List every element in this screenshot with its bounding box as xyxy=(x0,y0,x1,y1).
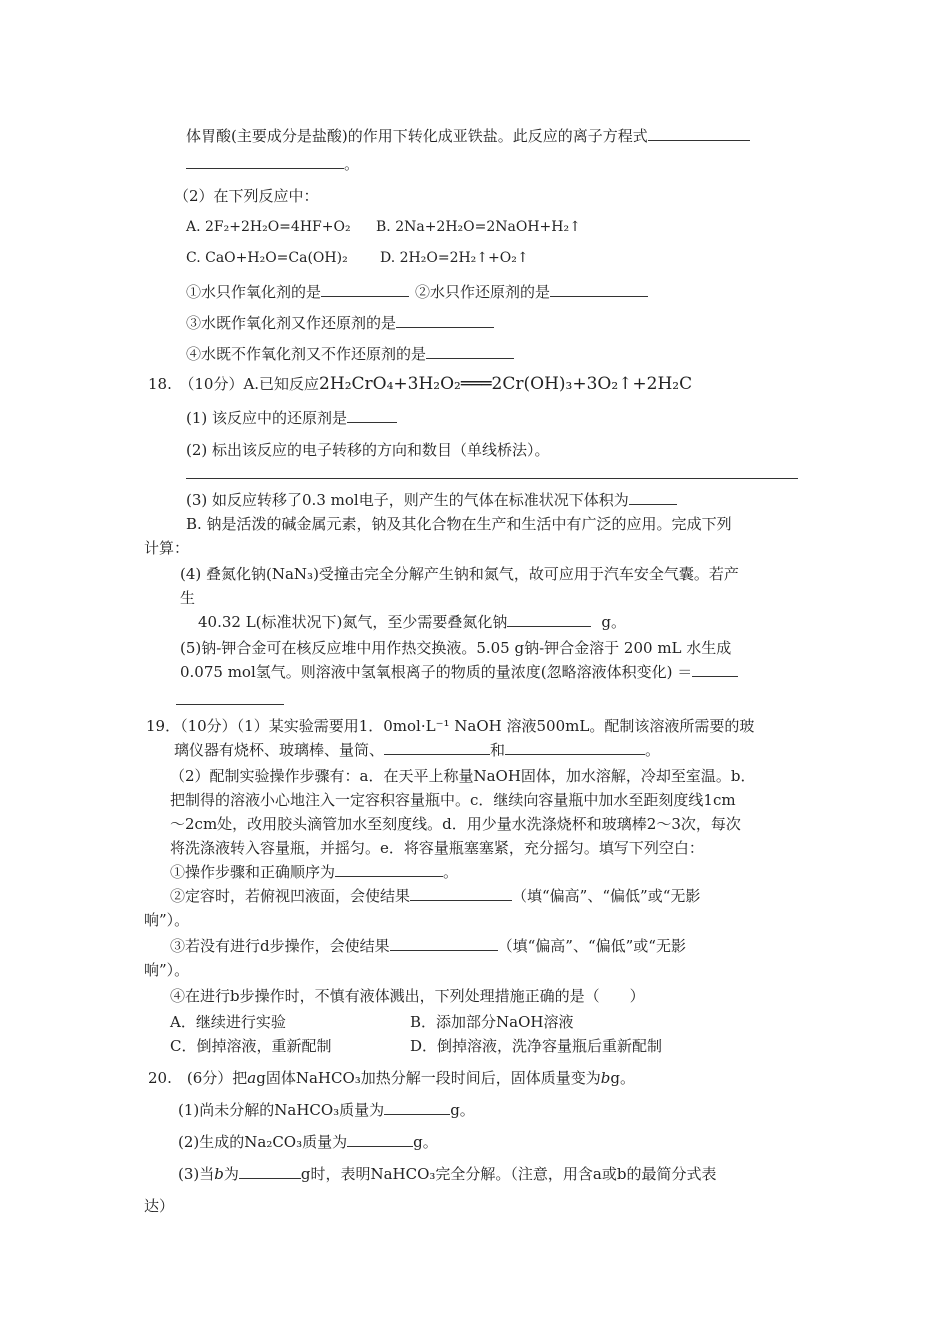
q19-s3: ③若没有进行d步操作，会使结果 （填“偏高”、“偏低”或“无影 xyxy=(170,937,686,955)
q19-s2: ②定容时，若俯视凹液面，会使结果 （填“偏高”、“偏低”或“无影 xyxy=(170,887,701,905)
q20-s2: (2)生成的Na₂CO₃质量为 g。 xyxy=(178,1133,438,1151)
answer-blank[interactable] xyxy=(239,1164,301,1179)
answer-blank[interactable] xyxy=(426,344,514,359)
q17-blank-row: ④水既不作氧化剂又不作还原剂的是 xyxy=(186,344,514,364)
q17-option-b: B. 2Na+2H₂O=2NaOH+H₂↑ xyxy=(376,219,581,235)
q17-blank-row: ③水既作氧化剂又作还原剂的是 xyxy=(186,313,494,333)
q20-heading: 20. (6分）把ag固体NaHCO₃加热分解一段时间后，固体质量变为bg。 xyxy=(148,1069,635,1087)
q17-sub2-label: （2）在下列反应中： xyxy=(174,187,319,205)
q19-option-d: D．倒掉溶液，洗净容量瓶后重新配制 xyxy=(410,1037,663,1055)
answer-blank[interactable] xyxy=(550,282,648,297)
answer-blank[interactable] xyxy=(390,936,498,951)
q20-s3: (3)当b为 g时，表明NaHCO₃完全分解。（注意，用含a或b的最简分式表 xyxy=(178,1165,717,1183)
q18-sub4: 生 xyxy=(180,589,196,607)
answer-line[interactable] xyxy=(186,478,798,479)
q19-p2: （2）配制实验操作步骤有：a．在天平上称量NaOH固体，加水溶解，冷却至室温。b． xyxy=(170,767,756,785)
answer-blank[interactable] xyxy=(648,126,750,141)
answer-blank[interactable] xyxy=(321,282,409,297)
q19-p2: ～2cm处，改用胶头滴管加水至刻度线。d．用少量水洗涤烧杯和玻璃棒2～3次，每次 xyxy=(170,815,741,833)
q17-text-line: 体胃酸(主要成分是盐酸)的作用下转化成亚铁盐。此反应的离子方程式 xyxy=(186,126,750,146)
q19-s1: ①操作步骤和正确顺序为 。 xyxy=(170,863,459,881)
answer-blank[interactable] xyxy=(507,612,591,627)
answer-blank[interactable] xyxy=(347,1132,413,1147)
q17-option-a: A. 2F₂+2H₂O=4HF+O₂ xyxy=(186,219,351,235)
q18-sub4: (4) 叠氮化钠(NaN₃)受撞击完全分解产生钠和氮气，故可应用于汽车安全气囊。若产 xyxy=(180,565,739,583)
answer-blank[interactable] xyxy=(384,740,490,755)
q18-sub3: (3) 如反应转移了0.3 mol电子，则产生的气体在标准状况下体积为 xyxy=(186,490,677,510)
q20-s3-tail: 达） xyxy=(144,1197,175,1215)
q18-sub2: (2) 标出该反应的电子转移的方向和数目（单线桥法）。 xyxy=(186,441,550,459)
answer-blank[interactable] xyxy=(347,408,397,423)
q18-sub5: 0.075 mol氢气。则溶液中氢氧根离子的物质的量浓度(忽略溶液体积变化) ＝ xyxy=(180,662,738,682)
q18-sub1: (1) 该反应中的还原剂是 xyxy=(186,408,397,428)
q20-s1: (1)尚未分解的NaHCO₃质量为 g。 xyxy=(178,1101,475,1119)
answer-blank[interactable] xyxy=(384,1100,450,1115)
q18-equation: 2H₂CrO₄+3H₂O₂═══2Cr(OH)₃+3O₂↑+2H₂C xyxy=(319,374,693,394)
q19-s3-tail: 响”）。 xyxy=(144,961,190,979)
answer-blank[interactable] xyxy=(505,740,645,755)
q17-blank-row: ①水只作氧化剂的是 ②水只作还原剂的是 xyxy=(186,282,648,302)
q19-option-b: B．添加部分NaOH溶液 xyxy=(410,1013,574,1031)
answer-line[interactable] xyxy=(176,704,284,705)
q19-option-c: C．倒掉溶液，重新配制 xyxy=(170,1037,332,1055)
answer-blank[interactable] xyxy=(396,313,494,328)
q18-sub5: (5)钠-钾合金可在核反应堆中用作热交换液。5.05 g钠-钾合金溶于 200 mL 水生成 xyxy=(180,639,732,657)
answer-blank[interactable] xyxy=(629,490,677,505)
q19-s4: ④在进行b步操作时，不慎有液体溅出，下列处理措施正确的是（ ） xyxy=(170,987,645,1005)
answer-blank[interactable] xyxy=(692,662,738,677)
q19-heading: 19．（10分）（1）某实验需要用1．0mol·L⁻¹ NaOH 溶液500mL。配制该溶液所需要的玻 xyxy=(146,717,755,735)
q17-option-d: D. 2H₂O=2H₂↑+O₂↑ xyxy=(380,250,529,266)
q19-p2: 把制得的溶液小心地注入一定容积容量瓶中。c．继续向容量瓶中加水至距刻度线1cm xyxy=(170,791,736,809)
q17-text-line: 。 xyxy=(186,154,359,174)
q18-sub4: 40.32 L(标准状况下)氮气，至少需要叠氮化钠 g。 xyxy=(198,613,626,631)
q18-partb: B. 钠是活泼的碱金属元素，钠及其化合物在生产和生活中有广泛的应用。完成下列 xyxy=(186,515,732,533)
q19-line: 璃仪器有烧杯、玻璃棒、量筒、 和 。 xyxy=(174,741,661,759)
answer-blank[interactable] xyxy=(186,154,344,169)
q18-partb: 计算： xyxy=(144,539,190,557)
answer-blank[interactable] xyxy=(335,862,443,877)
q19-p2: 将洗涤液转入容量瓶，并摇匀。e．将容量瓶塞塞紧，充分摇匀。填写下列空白： xyxy=(170,839,704,857)
answer-blank[interactable] xyxy=(410,886,512,901)
q18-heading: 18. （10分）A.已知反应2H₂CrO₄+3H₂O₂═══2Cr(OH)₃+3O₂↑+2H₂C xyxy=(148,374,693,394)
q19-option-a: A．继续进行实验 xyxy=(170,1013,286,1031)
q19-s2-tail: 响”）。 xyxy=(144,911,190,929)
q17-option-c: C. CaO+H₂O=Ca(OH)₂ xyxy=(186,250,348,266)
